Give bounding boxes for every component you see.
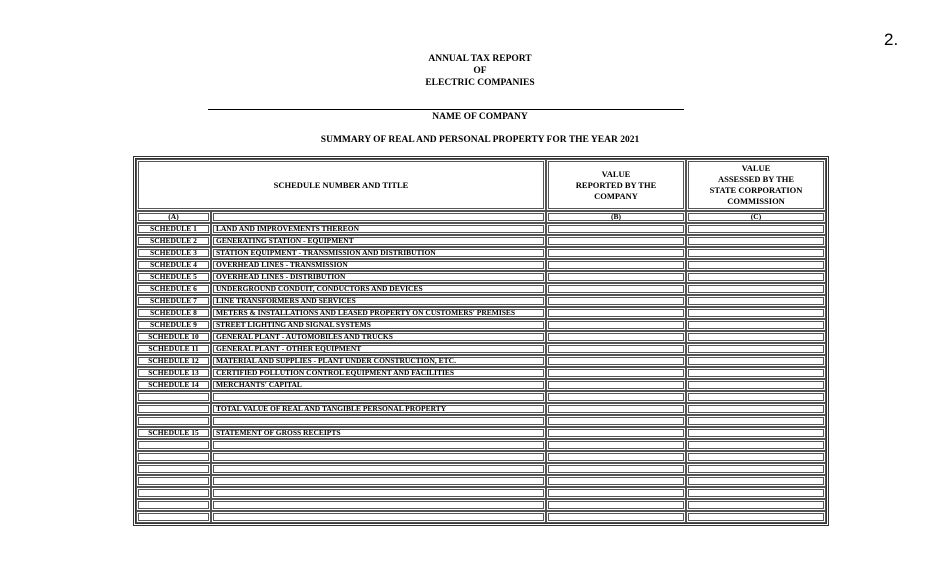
- title-line: ELECTRIC COMPANIES: [425, 78, 535, 88]
- value-assessed-cell[interactable]: [686, 283, 826, 295]
- page-number: 2.: [884, 30, 899, 49]
- value-assessed-cell[interactable]: [686, 307, 826, 319]
- value-assessed-cell[interactable]: [686, 331, 826, 343]
- value-reported-cell[interactable]: [546, 403, 686, 415]
- schedule-title: GENERATING STATION - EQUIPMENT: [211, 235, 546, 247]
- schedule-title: STREET LIGHTING AND SIGNAL SYSTEMS: [211, 319, 546, 331]
- table-row: [136, 427, 826, 439]
- schedule-number: SCHEDULE 13: [136, 367, 211, 379]
- value-reported-cell[interactable]: [546, 343, 686, 355]
- table-row: [136, 343, 826, 355]
- table-row: [136, 511, 826, 523]
- letter-a: (A): [136, 211, 211, 223]
- value-reported-cell[interactable]: [546, 391, 686, 403]
- table-row: [136, 391, 826, 403]
- value-reported-cell[interactable]: [546, 475, 686, 487]
- schedule-title: [211, 439, 546, 451]
- value-reported-cell[interactable]: [546, 295, 686, 307]
- schedule-number: [136, 391, 211, 403]
- value-assessed-cell[interactable]: [686, 343, 826, 355]
- schedule-number: [136, 475, 211, 487]
- schedule-title: GENERAL PLANT - OTHER EQUIPMENT: [211, 343, 546, 355]
- table-row: [136, 367, 826, 379]
- value-reported-cell[interactable]: [546, 235, 686, 247]
- value-reported-cell[interactable]: [546, 487, 686, 499]
- schedule-title: [211, 415, 546, 427]
- schedule-number: [136, 511, 211, 523]
- table-row: [136, 415, 826, 427]
- table-row: [136, 235, 826, 247]
- schedule-title: GENERAL PLANT - AUTOMOBILES AND TRUCKS: [211, 331, 546, 343]
- value-assessed-cell[interactable]: [686, 475, 826, 487]
- value-reported-cell[interactable]: [546, 307, 686, 319]
- schedule-title: [211, 391, 546, 403]
- value-reported-cell[interactable]: [546, 271, 686, 283]
- value-reported-cell[interactable]: [546, 379, 686, 391]
- schedule-number: [136, 403, 211, 415]
- value-assessed-cell[interactable]: [686, 235, 826, 247]
- value-reported-cell[interactable]: [546, 439, 686, 451]
- value-assessed-cell[interactable]: [686, 499, 826, 511]
- value-reported-cell[interactable]: [546, 283, 686, 295]
- value-reported-cell[interactable]: [546, 355, 686, 367]
- schedule-title: [211, 451, 546, 463]
- value-reported-cell[interactable]: [546, 415, 686, 427]
- schedule-number: [136, 463, 211, 475]
- schedule-title: MERCHANTS' CAPITAL: [211, 379, 546, 391]
- company-label: NAME OF COMPANY: [432, 112, 528, 122]
- value-reported-cell[interactable]: [546, 427, 686, 439]
- value-reported-cell[interactable]: [546, 451, 686, 463]
- schedule-number: [136, 487, 211, 499]
- value-reported-cell[interactable]: [546, 319, 686, 331]
- value-assessed-cell[interactable]: [686, 403, 826, 415]
- value-assessed-cell[interactable]: [686, 367, 826, 379]
- table-row: [136, 487, 826, 499]
- table-row: [136, 463, 826, 475]
- schedule-number: SCHEDULE 11: [136, 343, 211, 355]
- value-assessed-cell[interactable]: [686, 355, 826, 367]
- value-reported-cell[interactable]: [546, 499, 686, 511]
- table-row: [136, 355, 826, 367]
- letter-b: (B): [546, 211, 686, 223]
- schedule-number: SCHEDULE 12: [136, 355, 211, 367]
- schedule-title: OVERHEAD LINES - TRANSMISSION: [211, 259, 546, 271]
- schedule-number: SCHEDULE 15: [136, 427, 211, 439]
- value-assessed-cell[interactable]: [686, 415, 826, 427]
- schedule-number: SCHEDULE 4: [136, 259, 211, 271]
- company-name-line[interactable]: [208, 109, 684, 110]
- table-row: [136, 475, 826, 487]
- table-row: [136, 331, 826, 343]
- schedule-title: CERTIFIED POLLUTION CONTROL EQUIPMENT AND FACILITIES: [211, 367, 546, 379]
- value-assessed-cell[interactable]: [686, 427, 826, 439]
- schedule-number: SCHEDULE 2: [136, 235, 211, 247]
- value-assessed-cell[interactable]: [686, 451, 826, 463]
- table-row: [136, 259, 826, 271]
- value-reported-cell[interactable]: [546, 463, 686, 475]
- schedule-title: STATION EQUIPMENT - TRANSMISSION AND DISTRIBUTION: [211, 247, 546, 259]
- schedule-title: [211, 499, 546, 511]
- table-row: [136, 223, 826, 235]
- schedule-number: [136, 415, 211, 427]
- value-assessed-cell[interactable]: [686, 487, 826, 499]
- title-line: ANNUAL TAX REPORT: [428, 54, 532, 64]
- value-assessed-cell[interactable]: [686, 391, 826, 403]
- value-assessed-cell[interactable]: [686, 463, 826, 475]
- schedule-title: LAND AND IMPROVEMENTS THEREON: [211, 223, 546, 235]
- value-reported-cell[interactable]: [546, 247, 686, 259]
- schedule-title: LINE TRANSFORMERS AND SERVICES: [211, 295, 546, 307]
- title-line: OF: [473, 66, 487, 76]
- schedule-title: TOTAL VALUE OF REAL AND TANGIBLE PERSONAL PROPERTY: [211, 403, 546, 415]
- value-assessed-cell[interactable]: [686, 295, 826, 307]
- table-row: [136, 271, 826, 283]
- value-assessed-cell[interactable]: [686, 511, 826, 523]
- schedule-title: MATERIAL AND SUPPLIES - PLANT UNDER CONSTRUCTION, ETC.: [211, 355, 546, 367]
- schedule-title: [211, 463, 546, 475]
- schedule-number: SCHEDULE 3: [136, 247, 211, 259]
- value-assessed-cell[interactable]: [686, 223, 826, 235]
- schedule-number: [136, 451, 211, 463]
- table-row: [136, 307, 826, 319]
- header-value-assessed: VALUE ASSESSED BY THE STATE CORPORATION COMMISSION: [686, 159, 826, 211]
- report-title: [330, 53, 630, 89]
- header-value-reported: VALUE REPORTED BY THE COMPANY: [546, 159, 686, 211]
- schedule-number: SCHEDULE 14: [136, 379, 211, 391]
- table-row: [136, 283, 826, 295]
- schedule-number: SCHEDULE 1: [136, 223, 211, 235]
- header-schedule: SCHEDULE NUMBER AND TITLE: [136, 159, 546, 211]
- schedule-number: SCHEDULE 7: [136, 295, 211, 307]
- value-assessed-cell[interactable]: [686, 271, 826, 283]
- value-assessed-cell[interactable]: [686, 379, 826, 391]
- schedule-number: SCHEDULE 5: [136, 271, 211, 283]
- table-row: [136, 295, 826, 307]
- schedule-number: SCHEDULE 6: [136, 283, 211, 295]
- value-reported-cell[interactable]: [546, 331, 686, 343]
- table-row: [136, 319, 826, 331]
- table-row: [136, 499, 826, 511]
- letter-c: (C): [686, 211, 826, 223]
- value-reported-cell[interactable]: [546, 223, 686, 235]
- schedule-title: [211, 487, 546, 499]
- property-summary-table: [133, 156, 829, 526]
- value-assessed-cell[interactable]: [686, 259, 826, 271]
- schedule-title: [211, 511, 546, 523]
- table-row: [136, 403, 826, 415]
- schedule-title: OVERHEAD LINES - DISTRIBUTION: [211, 271, 546, 283]
- value-assessed-cell[interactable]: [686, 319, 826, 331]
- summary-title: SUMMARY OF REAL AND PERSONAL PROPERTY FOR THE YEAR 2021: [320, 135, 640, 145]
- table-row: [136, 439, 826, 451]
- schedule-number: SCHEDULE 8: [136, 307, 211, 319]
- table-row: [136, 379, 826, 391]
- schedule-number: SCHEDULE 10: [136, 331, 211, 343]
- value-reported-cell[interactable]: [546, 367, 686, 379]
- value-reported-cell[interactable]: [546, 511, 686, 523]
- table-row: [136, 247, 826, 259]
- schedule-number: [136, 499, 211, 511]
- schedule-title: METERS & INSTALLATIONS AND LEASED PROPERTY ON CUSTOMERS' PREMISES: [211, 307, 546, 319]
- schedule-number: SCHEDULE 9: [136, 319, 211, 331]
- table-row: [136, 451, 826, 463]
- schedule-title: STATEMENT OF GROSS RECEIPTS: [211, 427, 546, 439]
- schedule-title: [211, 475, 546, 487]
- value-reported-cell[interactable]: [546, 259, 686, 271]
- value-assessed-cell[interactable]: [686, 439, 826, 451]
- schedule-title: UNDERGROUND CONDUIT, CONDUCTORS AND DEVICES: [211, 283, 546, 295]
- schedule-number: [136, 439, 211, 451]
- value-assessed-cell[interactable]: [686, 247, 826, 259]
